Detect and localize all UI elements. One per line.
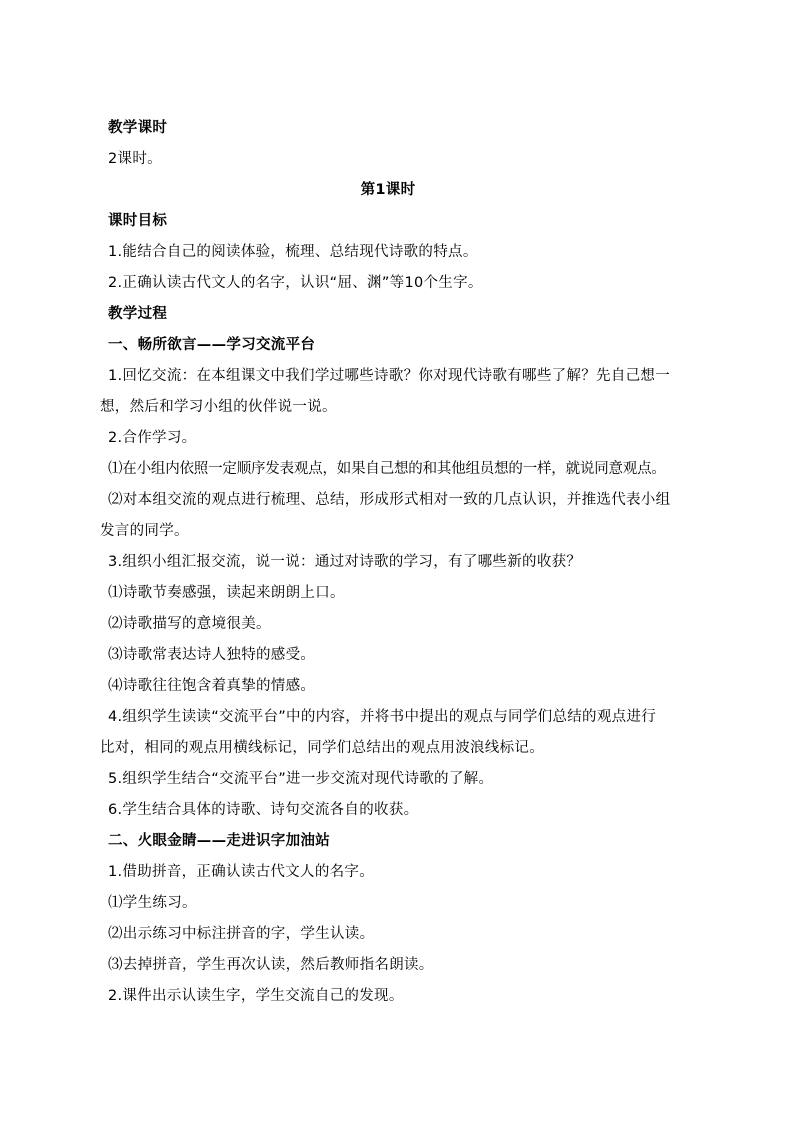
- part1-heading: 一、畅所欲言——学习交流平台: [108, 337, 316, 353]
- part1-line: ⑴诗歌节奏感强，读起来朗朗上口。: [108, 585, 345, 601]
- part1-line: ⑵诗歌描写的意境很美。: [108, 616, 271, 632]
- document-body: [100, 113, 720, 1012]
- part2-line: ⑶去掉拼音，学生再次认读，然后教师指名朗读。: [108, 957, 434, 973]
- part2-line: ⑴学生练习。: [108, 895, 197, 911]
- part1-line: 4.组织学生读读“交流平台”中的内容，并将书中提出的观点与同学们总结的观点进行: [108, 709, 657, 725]
- part2-line: ⑵出示练习中标注拼音的字，学生认读。: [108, 926, 375, 942]
- part1-line: 比对，相同的观点用横线标记，同学们总结出的观点用波浪线标记。: [100, 740, 544, 756]
- part1-line: 发言的同学。: [100, 523, 189, 539]
- goals-heading: 课时目标: [108, 213, 168, 229]
- part1-line: 1.回忆交流：在本组课文中我们学过哪些诗歌？你对现代诗歌有哪些了解？先自己想一: [108, 368, 671, 384]
- section-time-heading: 教学课时: [108, 120, 168, 136]
- part2-heading: 二、火眼金睛——走进识字加油站: [108, 833, 330, 849]
- part1-line: ⑶诗歌常表达诗人独特的感受。: [108, 647, 316, 663]
- part1-line: 2.合作学习。: [108, 430, 197, 446]
- part1-line: 5.组织学生结合“交流平台”进一步交流对现代诗歌的了解。: [108, 771, 494, 787]
- lesson-title: 第1课时: [360, 182, 416, 198]
- part2-line: 1.借助拼音，正确认读古代文人的名字。: [108, 864, 375, 880]
- goal-item: 2.正确认读古代文人的名字，认识“屈、渊”等10个生字。: [108, 275, 483, 291]
- part1-line: 想，然后和学习小组的伙伴说一说。: [100, 399, 337, 415]
- part1-line: ⑵对本组交流的观点进行梳理、总结，形成形式相对一致的几点认识，并推选代表小组: [108, 492, 671, 508]
- part1-line: 3.组织小组汇报交流，说一说：通过对诗歌的学习，有了哪些新的收获？: [108, 554, 582, 570]
- process-heading: 教学过程: [108, 306, 168, 322]
- class-hours-text: 2课时。: [108, 151, 162, 167]
- part2-line: 2.课件出示认读生字，学生交流自己的发现。: [108, 988, 404, 1004]
- part1-line: 6.学生结合具体的诗歌、诗句交流各自的收获。: [108, 802, 419, 818]
- goal-item: 1.能结合自己的阅读体验，梳理、总结现代诗歌的特点。: [108, 244, 478, 260]
- part1-line: ⑴在小组内依照一定顺序发表观点，如果自己想的和其他组员想的一样，就说同意观点。: [108, 461, 666, 477]
- part1-line: ⑷诗歌往往饱含着真挚的情感。: [108, 678, 316, 694]
